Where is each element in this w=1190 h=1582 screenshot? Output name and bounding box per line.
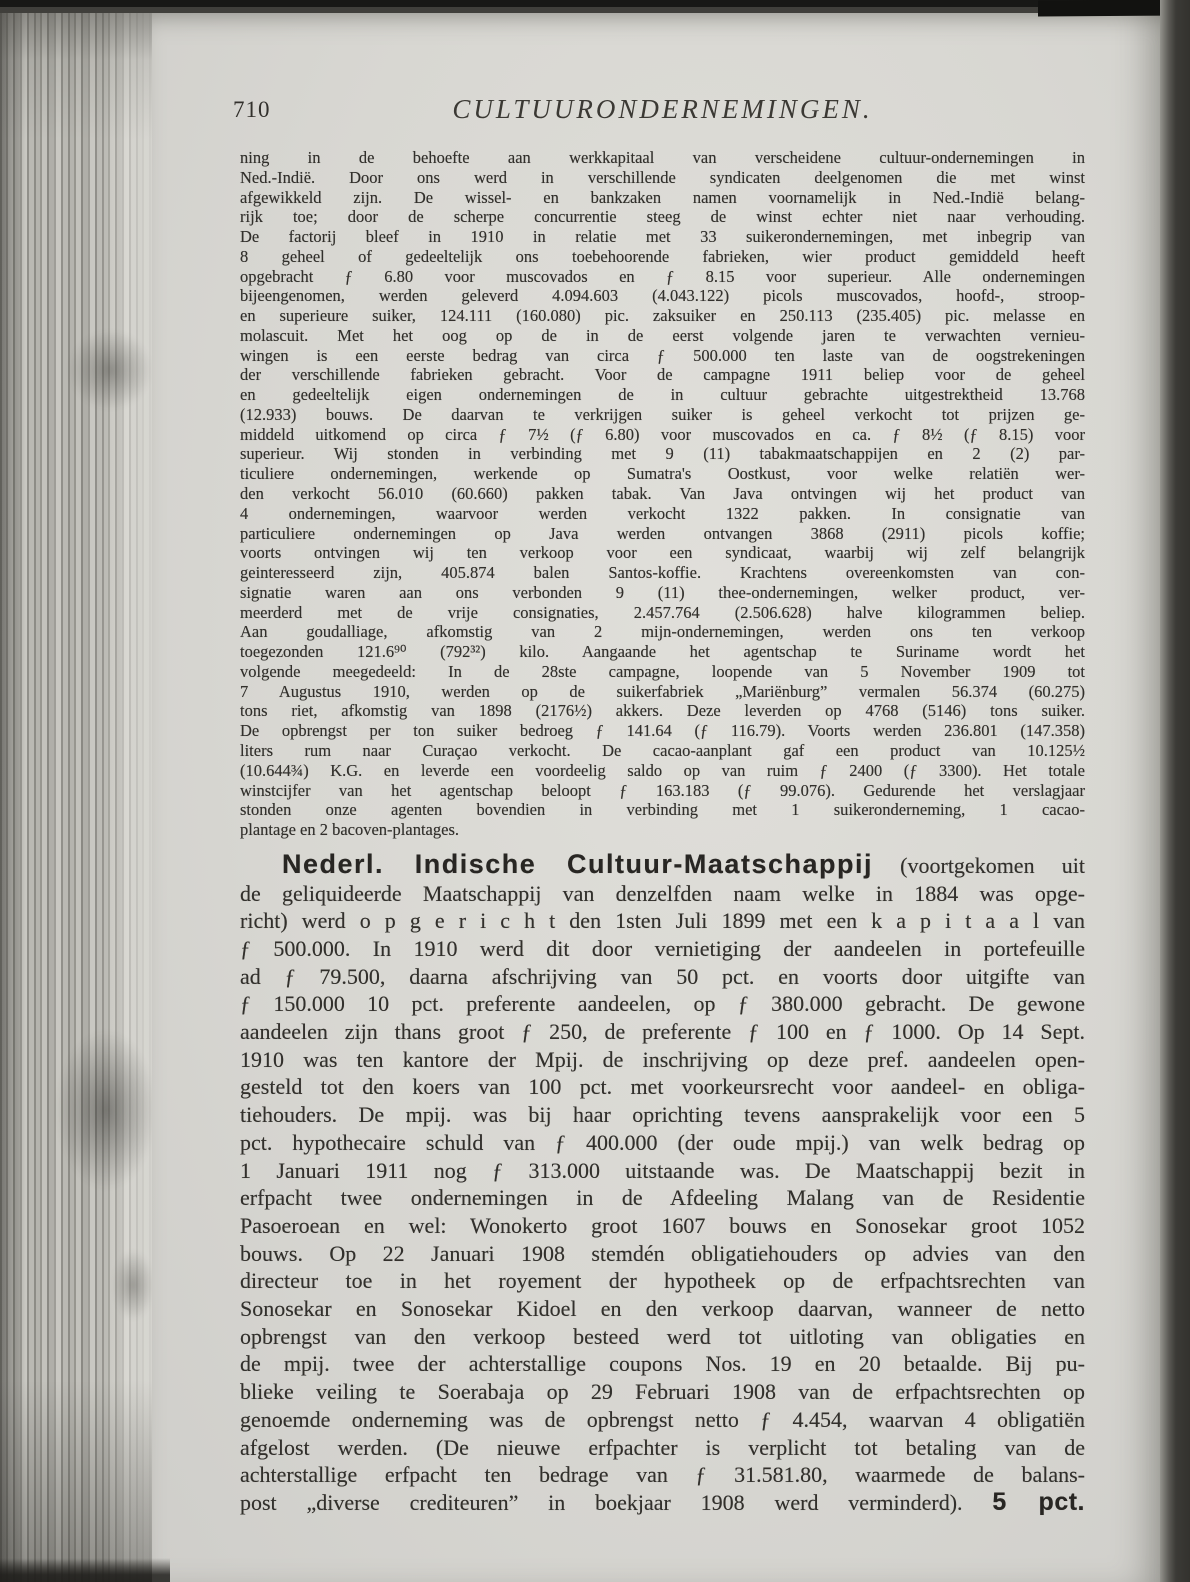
text-line: ƒ 150.000 10 pct. preferente aandeelen, op ƒ 380.000 gebracht. De gewone bbox=[240, 991, 1085, 1017]
text-line: Sonosekar en Sonosekar Kidoel en den verkoop daarvan, wanneer de netto bbox=[240, 1296, 1085, 1322]
text-line: de mpij. twee der achterstallige coupons Nos. 19 en 20 betaalde. Bij pu- bbox=[240, 1351, 1085, 1377]
text-line: richt) werd o p g e r i c h t den 1sten Juli 1899 met een k a p i t a a l van bbox=[240, 908, 1085, 934]
text-line: opgebracht ƒ 6.80 voor muscovados en ƒ 8.15 voor superieur. Alle ondernemingen bbox=[240, 266, 1085, 286]
text-line: geinteresseerd zijn, 405.874 balen Santos-koffie. Krachtens overeenkomsten van con- bbox=[240, 563, 1085, 583]
intro-paragraph bbox=[240, 148, 1085, 840]
text-line: pct. hypothecaire schuld van ƒ 400.000 (der oude mpij.) van welk bedrag op bbox=[240, 1129, 1085, 1155]
text-line: tons riet, afkomstig van 1898 (2176½) akkers. Deze leverden op 4768 (5146) tons suiker. bbox=[240, 701, 1085, 721]
text-line: aandeelen zijn thans groot ƒ 250, de preferente ƒ 100 en ƒ 1000. Op 14 Sept. bbox=[240, 1019, 1085, 1045]
text-line: ad ƒ 79.500, daarna afschrijving van 50 pct. en voorts door uitgifte van bbox=[240, 963, 1085, 989]
section-heading-rest: (voortgekomen uit bbox=[872, 852, 1085, 878]
text-line: bijeengenomen, werden geleverd 4.094.603 (4.043.122) picols muscovados, hoofd-, stroop- bbox=[240, 286, 1085, 306]
text-line: Ned.-Indië. Door ons werd in verschillende syndicaten deelgenomen die met winst bbox=[240, 167, 1085, 187]
section-paragraph bbox=[240, 848, 1086, 1517]
text-line: plantage en 2 bacoven-plantages. bbox=[240, 820, 459, 840]
text-line: Pasoeroean en wel: Wonokerto groot 1607 bouws en Sonosekar groot 1052 bbox=[240, 1212, 1085, 1238]
text-line: rijk toe; door de scherpe concurrentie steeg de winst echter niet naar verhouding. bbox=[240, 207, 1085, 227]
text-line: molascuit. Met het oog op de in de eerst volgende jaren te verwachten vernieu- bbox=[240, 325, 1085, 345]
text-line: 1 Januari 1911 nog ƒ 313.000 uitstaande was. De Maatschappij bezit in bbox=[240, 1157, 1085, 1183]
section-heading-line bbox=[240, 848, 1085, 880]
text-line: 1910 was ten kantore der Mpij. de inschrijving op deze pref. aandeelen open- bbox=[240, 1046, 1085, 1072]
text-line: erfpacht twee ondernemingen in de Afdeeling Malang van de Residentie bbox=[240, 1185, 1085, 1211]
text-line: gesteld tot den koers van 100 pct. met voorkeursrecht voor aandeel- en obliga- bbox=[240, 1074, 1085, 1100]
section-last-line-text: post „diverse crediteuren” in boekjaar 1908 werd verminderd). bbox=[240, 1489, 993, 1515]
text-line: stonden onze agenten bovendien in verbinding met 1 suikeronderneming, 1 cacao- bbox=[240, 800, 1085, 820]
section-heading: Nederl. Indische Cultuur-Maatschappij bbox=[282, 848, 873, 879]
text-line: voorts ontvingen wij ten verkoop voor een syndicaat, waarbij wij zelf belangrijk bbox=[240, 543, 1085, 563]
page-header bbox=[233, 94, 1085, 128]
scan-bottom-left-corner bbox=[0, 1558, 170, 1582]
text-line: bouws. Op 22 Januari 1908 stemdén obligatiehouders op advies van den bbox=[240, 1240, 1085, 1266]
text-line: winstcijfer van het agentschap beloopt ƒ 163.183 (ƒ 99.076). Gedurende het verslagjaar bbox=[240, 780, 1085, 800]
scan-smudge bbox=[112, 1250, 154, 1320]
text-line: directeur toe in het royement der hypotheek op de erfpachtsrechten van bbox=[240, 1268, 1085, 1294]
page-number: 710 bbox=[233, 97, 271, 122]
text-line: en superieure suiker, 124.111 (160.080) pic. zaksuiker en 250.113 (235.405) pic. melasse en bbox=[240, 306, 1085, 326]
text-line: genoemde onderneming was de opbrengst netto ƒ 4.454, waarvan 4 obligatiën bbox=[240, 1406, 1085, 1432]
scan-smudge bbox=[68, 330, 152, 410]
text-line: 8 geheel of gedeeltelijk ons toebehoorende fabrieken, wier product gemiddeld heeft bbox=[240, 246, 1085, 266]
text-line: (12.933) bouws. De daarvan te verkrijgen suiker is geheel verkocht tot prijzen ge- bbox=[240, 404, 1085, 424]
text-line: (10.644¾) K.G. en leverde een voordeelig saldo op van ruim ƒ 2400 (ƒ 3300). Het totale bbox=[240, 760, 1085, 780]
text-line: ning in de behoefte aan werkkapitaal van verscheidene cultuur-ondernemingen in bbox=[240, 148, 1085, 167]
text-line: ticuliere ondernemingen, werkende op Sumatra's Oostkust, voor welke relatiën wer- bbox=[240, 464, 1085, 484]
text-line: achterstallige erfpacht ten bedrage van ƒ 31.581.80, waarmede de balans- bbox=[240, 1462, 1085, 1488]
text-line: blieke veiling te Soerabaja op 29 Februari 1908 van de erfpachtsrechten op bbox=[240, 1379, 1085, 1405]
text-line: De opbrengst per ton suiker bedroeg ƒ 141.64 (ƒ 116.79). Voorts werden 236.801 (147.358) bbox=[240, 721, 1085, 741]
text-line: 4 ondernemingen, waarvoor werden verkocht 1322 pakken. In consignatie van bbox=[240, 503, 1085, 523]
text-line: meerderd met de vrije consignaties, 2.457.764 (2.506.628) halve kilogrammen beliep. bbox=[240, 602, 1085, 622]
text-line: afgewikkeld zijn. De wissel- en bankzaken namen voornamelijk in Ned.-Indië belang- bbox=[240, 187, 1085, 207]
text-line: tiehouders. De mpij. was bij haar oprichting tevens aansprakelijk voor een 5 bbox=[240, 1102, 1085, 1128]
text-line: de geliquideerde Maatschappij van denzelfden naam welke in 1884 was opge- bbox=[240, 880, 1085, 906]
text-line: signatie waren aan ons verbonden 9 (11) thee-ondernemingen, welker product, ver- bbox=[240, 582, 1085, 602]
text-line: der verschillende fabrieken gebracht. Voor de campagne 1911 beliep voor de geheel bbox=[240, 365, 1085, 385]
text-line: liters rum naar Curaçao verkocht. De cacao-aanplant gaf een product van 10.125½ bbox=[240, 740, 1085, 760]
section-last-line bbox=[240, 1489, 1085, 1517]
text-line: particuliere ondernemingen op Java werden ontvangen 3868 (2911) picols koffie; bbox=[240, 523, 1085, 543]
book-page-edges bbox=[0, 0, 152, 1582]
text-line: den verkocht 56.010 (60.660) pakken tabak. Van Java ontvingen wij het product van bbox=[240, 484, 1085, 504]
text-line: volgende meegedeeld: In de 28ste campagne, loopende van 5 November 1909 tot bbox=[240, 661, 1085, 681]
page-surface bbox=[152, 0, 1160, 1582]
scan-right-edge bbox=[1160, 0, 1190, 1582]
text-line: 7 Augustus 1910, werden op de suikerfabriek „Mariënburg” vermalen 56.374 (60.275) bbox=[240, 681, 1085, 701]
page-header-title: CULTUURONDERNEMINGEN. bbox=[452, 94, 873, 124]
text-line: afgelost werden. (De nieuwe erfpachter is verplicht tot betaling van de bbox=[240, 1434, 1085, 1460]
text-block bbox=[240, 148, 1085, 1517]
scan-smudge bbox=[56, 1030, 156, 1190]
text-line: wingen is een eerste bedrag van circa ƒ 500.000 ten laste van de oogstrekeningen bbox=[240, 345, 1085, 365]
text-line: toegezonden 121.6⁹⁰ (792³²) kilo. Aangaande het agentschap te Suriname wordt het bbox=[240, 642, 1085, 662]
scan-top-shadow bbox=[0, 0, 1190, 13]
text-line: en gedeeltelijk eigen ondernemingen de in cultuur gebrachte uitgestrektheid 13.768 bbox=[240, 385, 1085, 405]
text-line: superieur. Wij stonden in verbinding met 9 (11) tabakmaatschappijen en 2 (2) par- bbox=[240, 444, 1085, 464]
text-line: ƒ 500.000. In 1910 werd dit door vernietiging der aandeelen in portefeuille bbox=[240, 935, 1085, 961]
text-line: Aan goudalliage, afkomstig van 2 mijn-ondernemingen, werden ons ten verkoop bbox=[240, 622, 1085, 642]
section-closing-rate: 5 pct. bbox=[992, 1487, 1086, 1516]
text-line: opbrengst van den verkoop besteed werd tot uitloting van obligaties en bbox=[240, 1323, 1085, 1349]
section-body-lines bbox=[240, 880, 1085, 1489]
text-line: middeld uitkomend op circa ƒ 7½ (ƒ 6.80) voor muscovados en ca. ƒ 8½ (ƒ 8.15) voor bbox=[240, 424, 1085, 444]
text-line: De factorij bleef in 1910 in relatie met 33 suikerondernemingen, met inbegrip van bbox=[240, 227, 1085, 247]
